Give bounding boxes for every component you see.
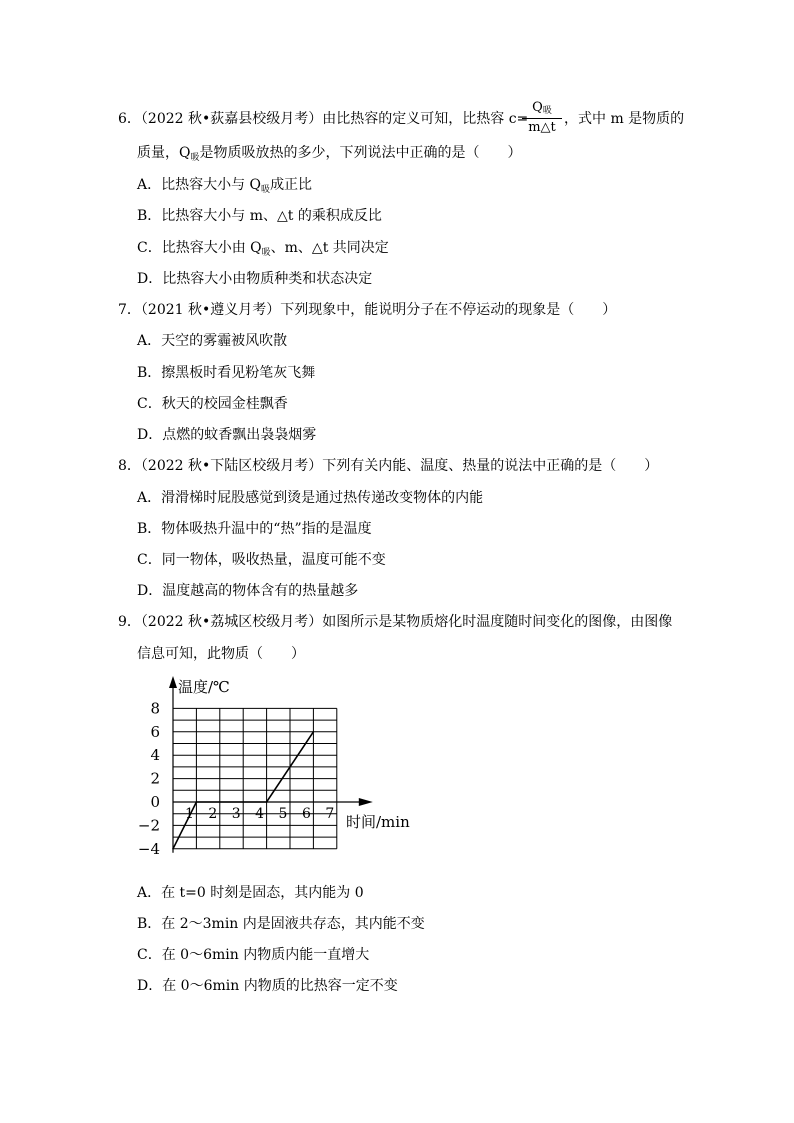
chart-axes — [169, 676, 373, 853]
question-6-line-1 — [118, 110, 528, 128]
question-stem-continued: ，式中 m 是物质的 — [564, 111, 685, 127]
data-point — [196, 801, 198, 803]
q8-option-d[interactable]: D．温度越高的物体含有的热量越多 — [137, 583, 359, 599]
q7-option-d[interactable]: D．点燃的蚊香飘出袅袅烟雾 — [137, 427, 317, 443]
q9-option-d[interactable]: D．在 0～6min 内物质的比热容一定不变 — [137, 978, 398, 994]
q7-option-b[interactable]: B．擦黑板时看见粉笔灰飞舞 — [137, 365, 316, 381]
q8-option-b[interactable]: B．物体吸热升温中的“热”指的是温度 — [137, 521, 372, 537]
data-point — [172, 848, 174, 850]
question-9-line-1: 9．（2022 秋•荔城区校级月考）如图所示是某物质熔化时温度随时间变化的图像，由图像 — [118, 614, 673, 630]
x-tick-label: 4 — [255, 806, 265, 822]
formula-denominator: m△t — [528, 120, 556, 135]
x-axis-label: 时间/min — [346, 813, 410, 831]
specific-heat-formula — [522, 100, 562, 136]
q9-option-a[interactable]: A．在 t=0 时刻是固态，其内能为 0 — [137, 885, 364, 901]
q7-option-c[interactable]: C．秋天的校园金桂飘香 — [137, 396, 288, 412]
q9-option-b[interactable]: B．在 2～3min 内是固液共存态，其内能不变 — [137, 916, 425, 932]
question-number: 6． — [118, 111, 141, 127]
q8-option-c[interactable]: C．同一物体，吸收热量，温度可能不变 — [137, 552, 386, 568]
data-point — [266, 801, 268, 803]
y-axis-arrow — [169, 676, 177, 688]
question-8-stem: 8．（2022 秋•下陆区校级月考）下列有关内能、温度、热量的说法中正确的是（ ） — [118, 458, 659, 474]
chart-grid — [173, 708, 337, 848]
x-tick-label: 3 — [231, 806, 241, 822]
y-tick-label: 0 — [150, 793, 160, 811]
q6-option-b[interactable]: B．比热容大小与 m、△t 的乘积成反比 — [137, 208, 382, 224]
q6-option-a[interactable]: A．比热容大小与 $Q_吸$成正比 — [137, 177, 313, 195]
x-tick-label: 6 — [301, 806, 311, 822]
q6-option-d[interactable]: D．比热容大小由物质种类和状态决定 — [137, 271, 373, 287]
temperature-time-chart — [130, 670, 430, 865]
y-axis-label: 温度/℃ — [178, 678, 230, 696]
y-tick-label: −4 — [137, 839, 160, 858]
q9-option-c[interactable]: C．在 0～6min 内物质内能一直增大 — [137, 947, 370, 963]
question-9-line-2: 信息可知，此物质（ ） — [137, 646, 305, 662]
x-tick-label: 1 — [184, 806, 194, 822]
x-tick-label: 7 — [325, 806, 335, 822]
y-tick-label: 8 — [150, 699, 160, 718]
question-stem: 由比热容的定义可知，比热容 c= — [322, 111, 529, 127]
x-tick-label: 5 — [278, 806, 288, 822]
y-tick-label: 6 — [150, 722, 160, 741]
fraction-bar — [522, 118, 562, 119]
q8-option-a[interactable]: A．滑滑梯时屁股感觉到烫是通过热传递改变物体的内能 — [137, 490, 484, 506]
y-tick-label: −2 — [137, 816, 160, 835]
question-6-line-2: 质量，$Q_吸$是物质吸放热的多少，下列说法中正确的是（ ） — [137, 145, 522, 163]
x-axis-arrow — [359, 798, 373, 806]
data-point — [313, 731, 315, 733]
question-7-stem: 7．（2021 秋•遵义月考）下列现象中，能说明分子在不停运动的现象是（ ） — [118, 302, 617, 318]
y-tick-labels — [138, 699, 160, 857]
formula-numerator: Q吸 — [532, 100, 552, 116]
q7-option-a[interactable]: A．天空的雾霾被风吹散 — [137, 333, 288, 349]
question-source: （2022 秋•荻嘉县校级月考） — [140, 111, 323, 127]
y-tick-label: 4 — [150, 746, 160, 765]
y-tick-label: 2 — [150, 769, 160, 788]
q6-option-c[interactable]: C．比热容大小由 $Q_吸$、m、△t 共同决定 — [137, 240, 389, 258]
x-tick-label: 2 — [208, 806, 218, 822]
